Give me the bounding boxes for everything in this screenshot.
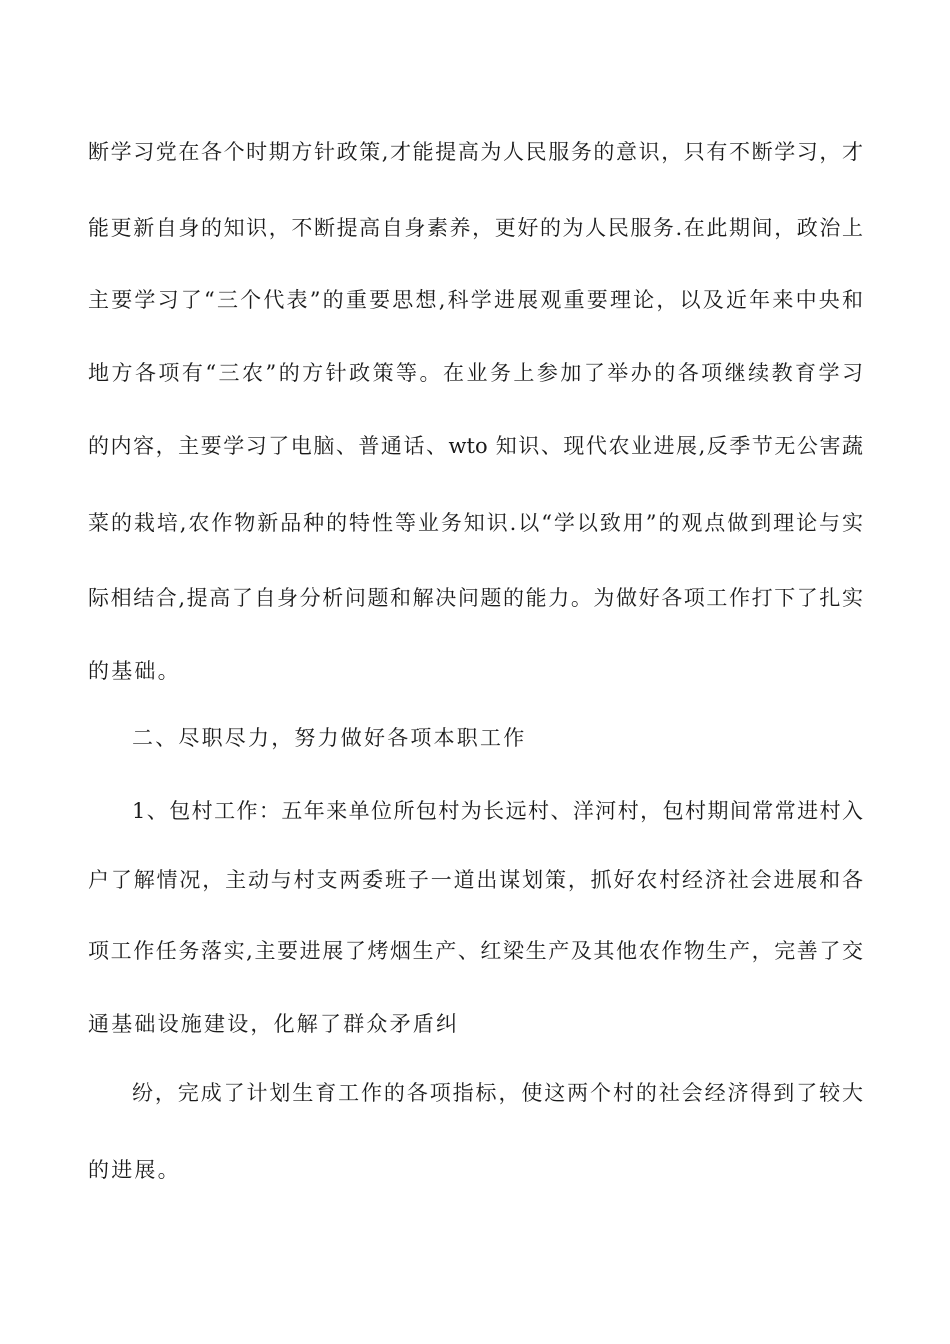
text-line: 通基础设施建设，化解了群众矛盾纠 — [88, 1012, 460, 1036]
text-line: 地方各项有“三农”的方针政策等。在业务上参加了举办的各项继续教育学习 — [88, 361, 863, 385]
text-line: 的基础。 — [88, 659, 181, 683]
text-line: 际相结合,提高了自身分析问题和解决问题的能力。为做好各项工作打下了扎实 — [88, 586, 863, 610]
text-line: 能更新自身的知识，不断提高自身素养，更好的为人民服务.在此期间，政治上 — [88, 216, 863, 240]
text-line: 户了解情况，主动与村支两委班子一道出谋划策，抓好农村经济社会进展和各 — [88, 868, 863, 892]
text-line: 菜的栽培,农作物新品种的特性等业务知识.以“学以致用”的观点做到理论与实 — [88, 511, 863, 535]
text-line: 纷，完成了计划生育工作的各项指标，使这两个村的社会经济得到了较大 — [132, 1081, 863, 1105]
section-heading: 二、尽职尽力，努力做好各项本职工作 — [132, 726, 527, 750]
text-line: 1、包村工作：五年来单位所包村为长远村、洋河村，包村期间常常进村入 — [132, 799, 863, 823]
text-line: 的内容，主要学习了电脑、普通话、wto 知识、现代农业进展,反季节无公害蔬 — [88, 434, 863, 458]
text-line: 断学习党在各个时期方针政策,才能提高为人民服务的意识，只有不断学习，才 — [88, 140, 863, 164]
text-line: 项工作任务落实,主要进展了烤烟生产、红梁生产及其他农作物生产，完善了交 — [88, 939, 863, 963]
text-line: 主要学习了“三个代表”的重要思想,科学进展观重要理论，以及近年来中央和 — [88, 288, 863, 312]
text-line: 的进展。 — [88, 1158, 181, 1182]
